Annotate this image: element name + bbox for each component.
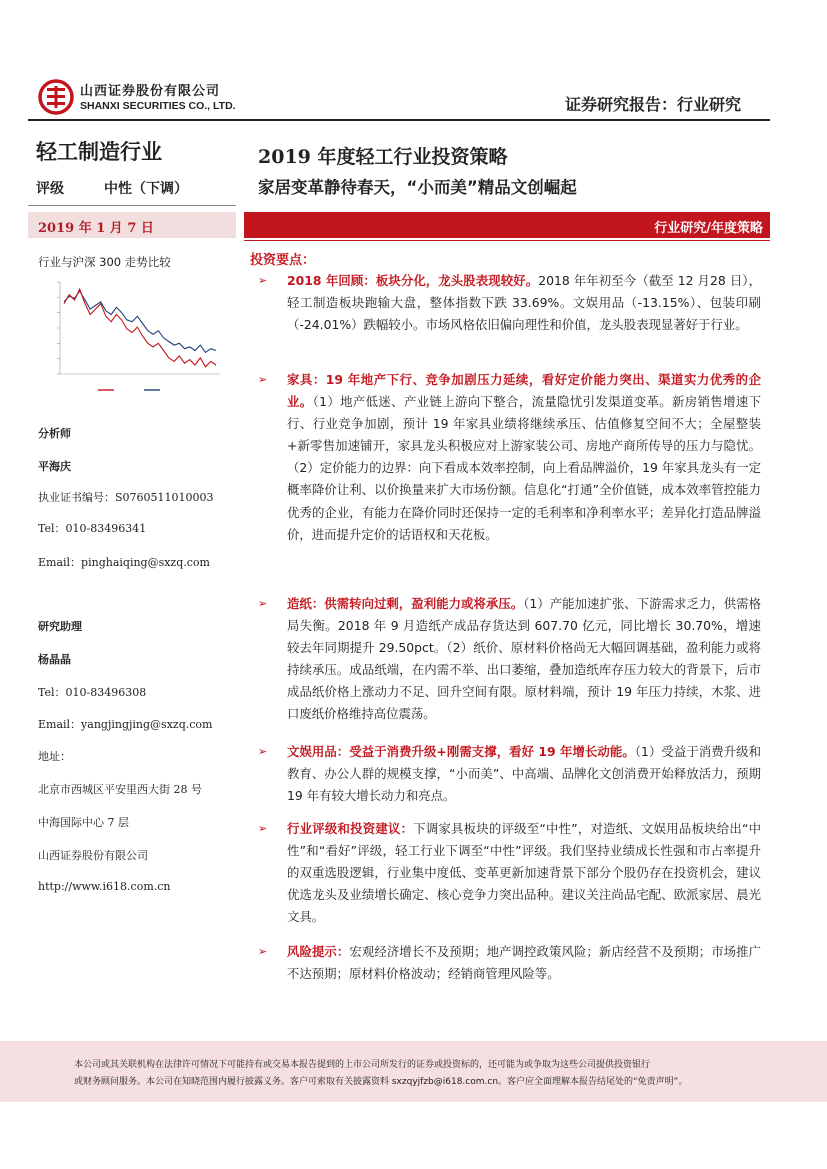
key-point-text: （1）产能加速扩张、下游需求 xyxy=(523,596,687,611)
key-point-text: 包装印刷（-24.01%）跌幅较小。市场风格依旧偏向理性和价值，龙头股表 xyxy=(287,295,762,333)
tag-divider xyxy=(244,240,770,241)
key-point-highlight: 2018 年回顾：板块分化，龙头股表现较好。 xyxy=(287,273,539,288)
key-point-highlight: 家具：19 年地产下行、竞争加剧压力延续，看好定价能力突出、渠道实力 xyxy=(287,372,710,387)
key-point-text: 量来扩大市场份额。信息化“打通”全价值链，成本效率管控能力优秀的企 xyxy=(287,482,762,520)
key-point-highlight: 行业评级和投资建议： xyxy=(287,821,414,836)
assistant-name: 杨晶晶 xyxy=(38,653,71,666)
left-divider xyxy=(28,205,236,206)
key-point-text: 革。新房销售增速下行、行业竞争加剧，预计 19 年家具业绩将继续承压、 xyxy=(287,394,761,432)
key-point-5 xyxy=(287,818,761,928)
key-point-text: 效率控制，向上看品牌溢价，19 年家具龙头有一定概率降价让利、以价换 xyxy=(287,460,761,498)
analyst-heading: 分析师 xyxy=(38,427,71,440)
key-point-1 xyxy=(287,270,761,336)
bullet-icon: ➢ xyxy=(258,745,268,758)
report-type: 证券研究报告：行业研究 xyxy=(564,95,741,114)
key-point-text: 板块给出“中性”和“看好”评级，轻工行业下调至“中性”评级。我们坚 xyxy=(287,821,762,859)
analyst-email[interactable]: Email：pinghaiqing@sxzq.com xyxy=(38,556,210,569)
key-point-text: 速背景下部分个股仍存在投资机会，建议优选龙头及业绩增长确定、核心竞 xyxy=(287,865,762,903)
series-line-1 xyxy=(64,291,216,352)
company-name: 山西证券股份有限公司 xyxy=(38,849,148,862)
key-point-text: 28 日），轻工制造板块跑输大盘，整体指数下跌 33.69%。文娱用品（-13.15%）、 xyxy=(287,273,761,311)
bullet-icon: ➢ xyxy=(258,822,268,835)
analyst-cert: 执业证书编号：S0760511010003 xyxy=(38,491,214,504)
key-point-text: （1）受益于 xyxy=(634,744,699,759)
key-point-text: 业，有能力在降价同时还保持一定的毛利率和净利率水平；差异化打造品牌 xyxy=(336,504,749,520)
address-line-2: 中海国际中心 7 层 xyxy=(38,816,129,829)
rating-value: 中性（下调） xyxy=(104,181,188,197)
assistant-heading: 研究助理 xyxy=(38,620,82,633)
website-link[interactable]: http://www.i618.com.cn xyxy=(38,880,171,893)
key-points-heading: 投资要点： xyxy=(250,253,316,268)
company-name-cn: 山西证券股份有限公司 xyxy=(80,84,221,99)
category-tag: 行业研究/年度策略 xyxy=(654,221,763,236)
key-point-4 xyxy=(287,741,761,807)
chart-series xyxy=(64,289,216,367)
report-title: 2019 年度轻工行业投资策略 xyxy=(258,146,508,168)
key-point-3 xyxy=(287,593,761,726)
key-point-text: 大幅回调基础，盈利能力或将持续承压。成品纸端，在内需不举、出口萎缩， xyxy=(287,640,762,678)
rating-row xyxy=(36,178,188,198)
key-point-text: 费开始释放活力，预期 19 年有较大增长动力和亮点。 xyxy=(287,766,761,804)
key-point-text: （1）地产低迷、产业链上游向下整合，流量隐忧引发渠道变 xyxy=(312,394,647,410)
key-point-highlight: 造纸：供需转向过剩，盈利能力或将承压。 xyxy=(287,596,524,611)
header-divider xyxy=(28,119,770,121)
key-point-text: 溢价，进而提升定价的话语权和天花板。 xyxy=(287,504,762,542)
key-point-text: 装公司、房地产商所传导的压力与隐忧。（2）定价能力的边界：向下看成本 xyxy=(287,438,761,476)
address-label: 地址： xyxy=(38,750,71,763)
logo-mark-icon xyxy=(38,78,74,116)
assistant-email[interactable]: Email：yangjingjing@sxzq.com xyxy=(38,718,213,731)
bullet-icon: ➢ xyxy=(258,597,268,610)
key-point-text: 优秀的企业。 xyxy=(287,372,761,410)
bullet-icon: ➢ xyxy=(258,274,268,287)
disclaimer-line-2: 或财务顾问服务。本公司在知晓范围内履行披露义务。客户可索取有关披露资料 sxzqyjfzb@i618.com.cn。客户应全面理解本报告结尾处的“免责声明”。 xyxy=(74,1077,688,1087)
key-point-text: 估值修复空间不大；全屋整装+新零售加速铺开，家具龙头积极应对上游家 xyxy=(287,416,761,454)
key-point-6 xyxy=(287,941,761,985)
bullet-icon: ➢ xyxy=(258,373,268,386)
analyst-tel: Tel：010-83496341 xyxy=(38,522,147,535)
trend-chart xyxy=(36,274,226,404)
key-point-text: 期；市场推广不达预期；原材料价格波动；经销商管理风险等。 xyxy=(287,944,762,982)
assistant-tel: Tel：010-83496308 xyxy=(38,686,147,699)
series-line-2 xyxy=(64,289,216,367)
key-point-text: 消费升级和教育、办公人群的规模支撑，“小而美”、中高端、品牌化文创消 xyxy=(287,744,761,782)
key-point-text: 增长 30.70%，增速较去年同期提升 29.50pct。（2）纸价、原材料价格尚无 xyxy=(287,618,761,656)
key-point-text: 叠加造纸库存压力较大的背景下，后市成品纸价格上涨动力不足、回升空间 xyxy=(287,662,762,700)
key-point-highlight: 风险提示： xyxy=(287,944,350,959)
key-point-text: 争力突出品种。建议关注尚品宅配、欧派家居、晨光文具。 xyxy=(287,887,762,925)
key-point-2 xyxy=(287,369,761,546)
industry-name: 轻工制造行业 xyxy=(36,140,162,164)
key-point-text: 有限。原材料端，预计 19 年压力持续，木浆、进口废纸价格维持高位震荡。 xyxy=(287,684,761,722)
disclaimer xyxy=(74,1057,764,1091)
disclaimer-line-1: 本公司或其关联机构在法律许可情况下可能持有或交易本报告提到的上市公司所发行的证券或投资标的，还可能为或争取为这些公司提供投资银行 xyxy=(74,1060,651,1070)
company-name-en: SHANXI SECURITIES CO., LTD. xyxy=(80,100,236,112)
key-point-text: 宏观经济增长不及预期；地产调控政策风险；新店经营不及预 xyxy=(349,944,687,959)
key-point-text: 持业绩成长性强和市占率提升的双重选股逻辑，行业集中度低、变革更新加 xyxy=(287,843,761,881)
report-subtitle: 家居变革静待春天，“小而美”精品文创崛起 xyxy=(258,178,577,197)
key-point-text: 乏力，供需格局失衡。2018 年 9 月造纸产成品存货达到 607.70 亿元，同比 xyxy=(287,596,762,634)
bullet-icon: ➢ xyxy=(258,945,268,958)
key-point-highlight: 文娱用品：受益于消费升级+刚需支撑，看好 19 年增长动能。 xyxy=(287,744,635,759)
address-line-1: 北京市西城区平安里西大街 28 号 xyxy=(38,783,202,796)
key-point-text: 2018 年年初至今（截至 12 月 xyxy=(538,273,711,288)
key-point-text: 下调家具板块的评级至“中性”，对造纸、文娱用品 xyxy=(413,821,692,836)
chart-title: 行业与沪深 300 走势比较 xyxy=(38,255,171,269)
report-date: 2019 年 1 月 7 日 xyxy=(38,221,154,236)
key-point-text: 现显著好于行业。 xyxy=(648,317,748,333)
analyst-name: 平海庆 xyxy=(38,460,71,473)
rating-label: 评级 xyxy=(36,181,64,197)
